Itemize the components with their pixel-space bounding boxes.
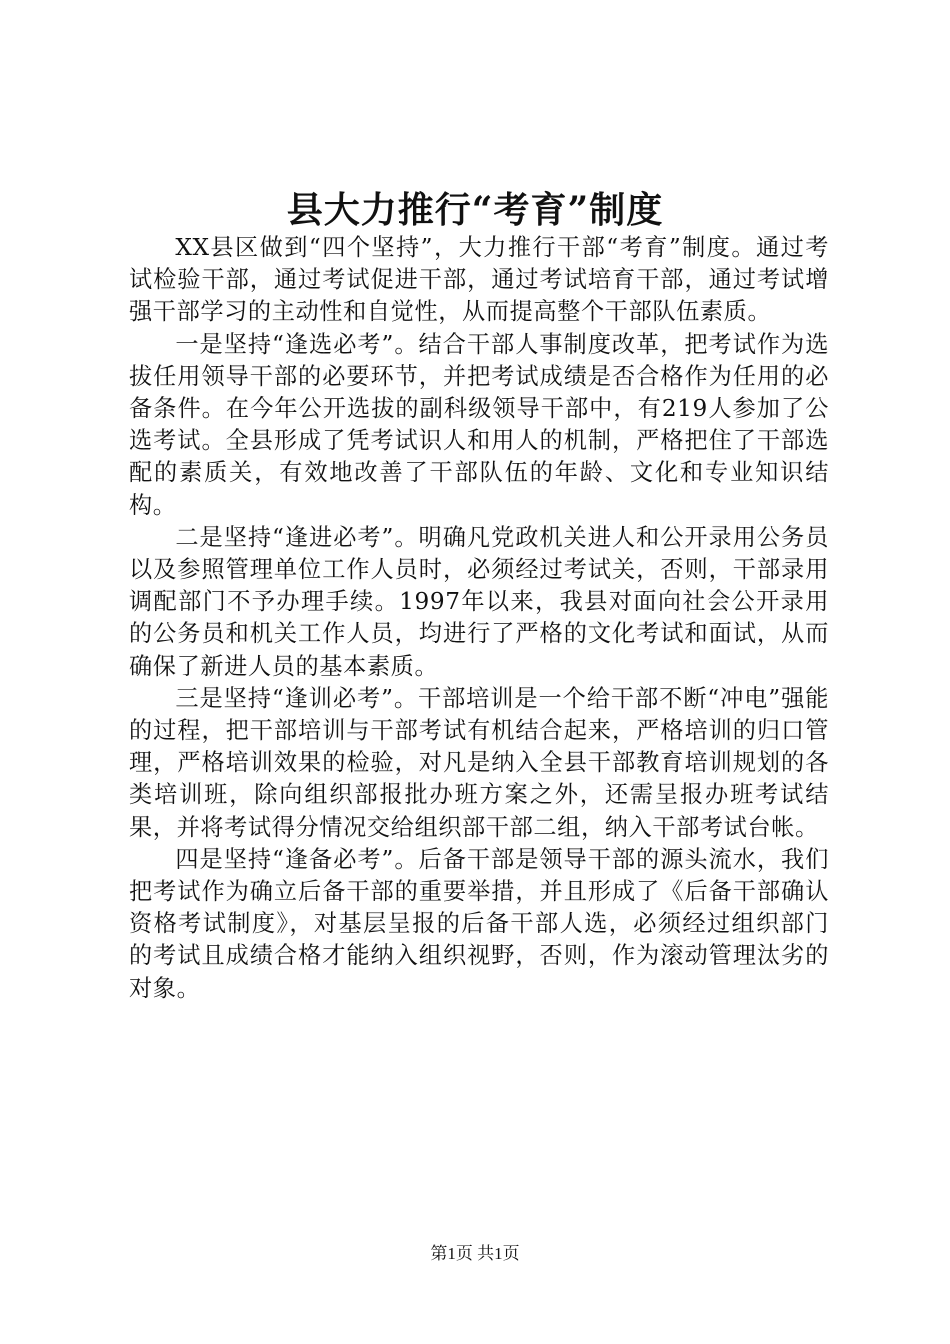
- document-title: 县大力推行“考育”制度: [286, 189, 664, 231]
- paragraph-point-1: 一是坚持“逢选必考”。结合干部人事制度改革，把考试作为选拔任用领导干部的必要环节，并把考试成绩是否合格作为任用的必备条件。在今年公开选拔的副科级领导干部中，有219人参加了公选考试。全县形成了凭考试识人和用人的机制，严格把住了干部选配的素质关，有效地改善了干部队伍的年龄、文化和专业知识结构。: [129, 330, 829, 519]
- paragraph-intro: XX县区做到“四个坚持”，大力推行干部“考育”制度。通过考试检验干部，通过考试促进干部，通过考试培育干部，通过考试增强干部学习的主动性和自觉性，从而提高整个干部队伍素质。: [129, 234, 829, 326]
- paragraph-point-4: 四是坚持“逢备必考”。后备干部是领导干部的源头流水，我们把考试作为确立后备干部的重要举措，并且形成了《后备干部确认资格考试制度》，对基层呈报的后备干部人选，必须经过组织部门的考试且成绩合格才能纳入组织视野，否则，作为滚动管理汰劣的对象。: [129, 845, 829, 1002]
- document-body: [129, 232, 829, 1005]
- page-footer: 第1页 共1页: [430, 1244, 520, 1263]
- paragraph-point-2: 二是坚持“逢进必考”。明确凡党政机关进人和公开录用公务员以及参照管理单位工作人员时，必须经过考试关，否则，干部录用调配部门不予办理手续。1997年以来，我县对面向社会公开录用的公务员和机关工作人员，均进行了严格的文化考试和面试，从而确保了新进人员的基本素质。: [129, 523, 829, 680]
- paragraph-point-3: 三是坚持“逢训必考”。干部培训是一个给干部不断“冲电”强能的过程，把干部培训与干部考试有机结合起来，严格培训的归口管理，严格培训效果的检验，对凡是纳入全县干部教育培训规划的各类培训班，除向组织部报批办班方案之外，还需呈报办班考试结果，并将考试得分情况交给组织部干部二组，纳入干部考试台帐。: [129, 684, 829, 841]
